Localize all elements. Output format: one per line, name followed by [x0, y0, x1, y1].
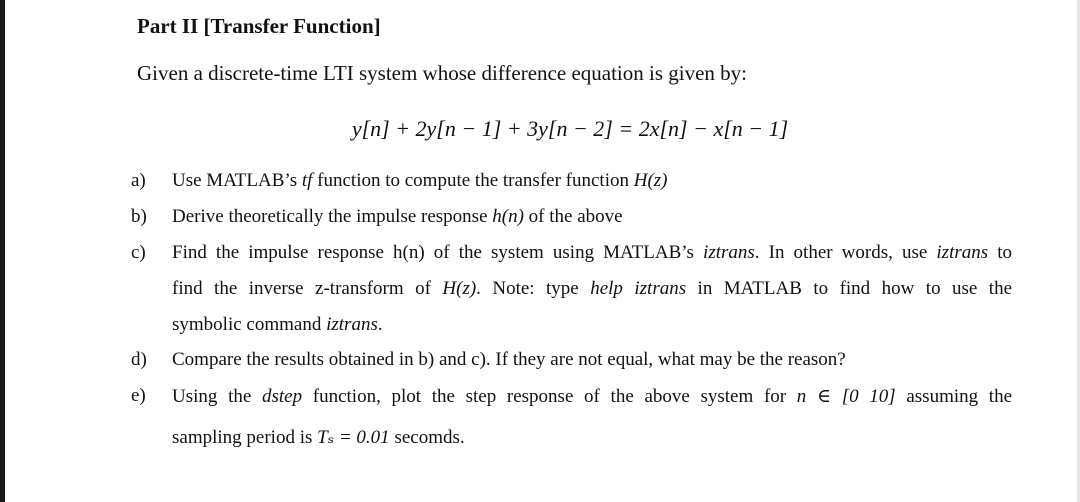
item-text-line: Use MATLAB’s tf function to compute the transfer function H(z) — [172, 170, 668, 191]
intro-paragraph: Given a discrete-time LTI system whose difference equation is given by: — [137, 61, 747, 85]
item-text-line: symbolic command iztrans. — [172, 314, 383, 335]
section-heading: Part II [Transfer Function] — [137, 14, 381, 38]
list-marker: d) — [131, 349, 147, 370]
list-marker: e) — [131, 385, 146, 406]
item-text-line: Using the dstep function, plot the step response of the above system for n ∈ [0 10] assuming the — [172, 386, 1013, 407]
item-text-line: Find the impulse response h(n) of the system using MATLAB’s iztrans. In other words, use iztrans to — [172, 242, 1013, 263]
list-marker: b) — [131, 206, 147, 227]
list-marker: c) — [131, 242, 146, 263]
difference-equation: y[n] + 2y[n − 1] + 3y[n − 2] = 2x[n] − x[n − 1] — [351, 116, 789, 141]
item-text-line: find the inverse z-transform of H(z). Note: type help iztrans in MATLAB to find how to use the — [172, 278, 1013, 299]
list-marker: a) — [131, 170, 146, 191]
item-text-line: Derive theoretically the impulse response h(n) of the above — [172, 206, 623, 227]
item-text-line: sampling period is Tₛ = 0.01 secomds. — [172, 427, 465, 448]
item-text-line: Compare the results obtained in b) and c). If they are not equal, what may be the reason? — [172, 349, 846, 370]
